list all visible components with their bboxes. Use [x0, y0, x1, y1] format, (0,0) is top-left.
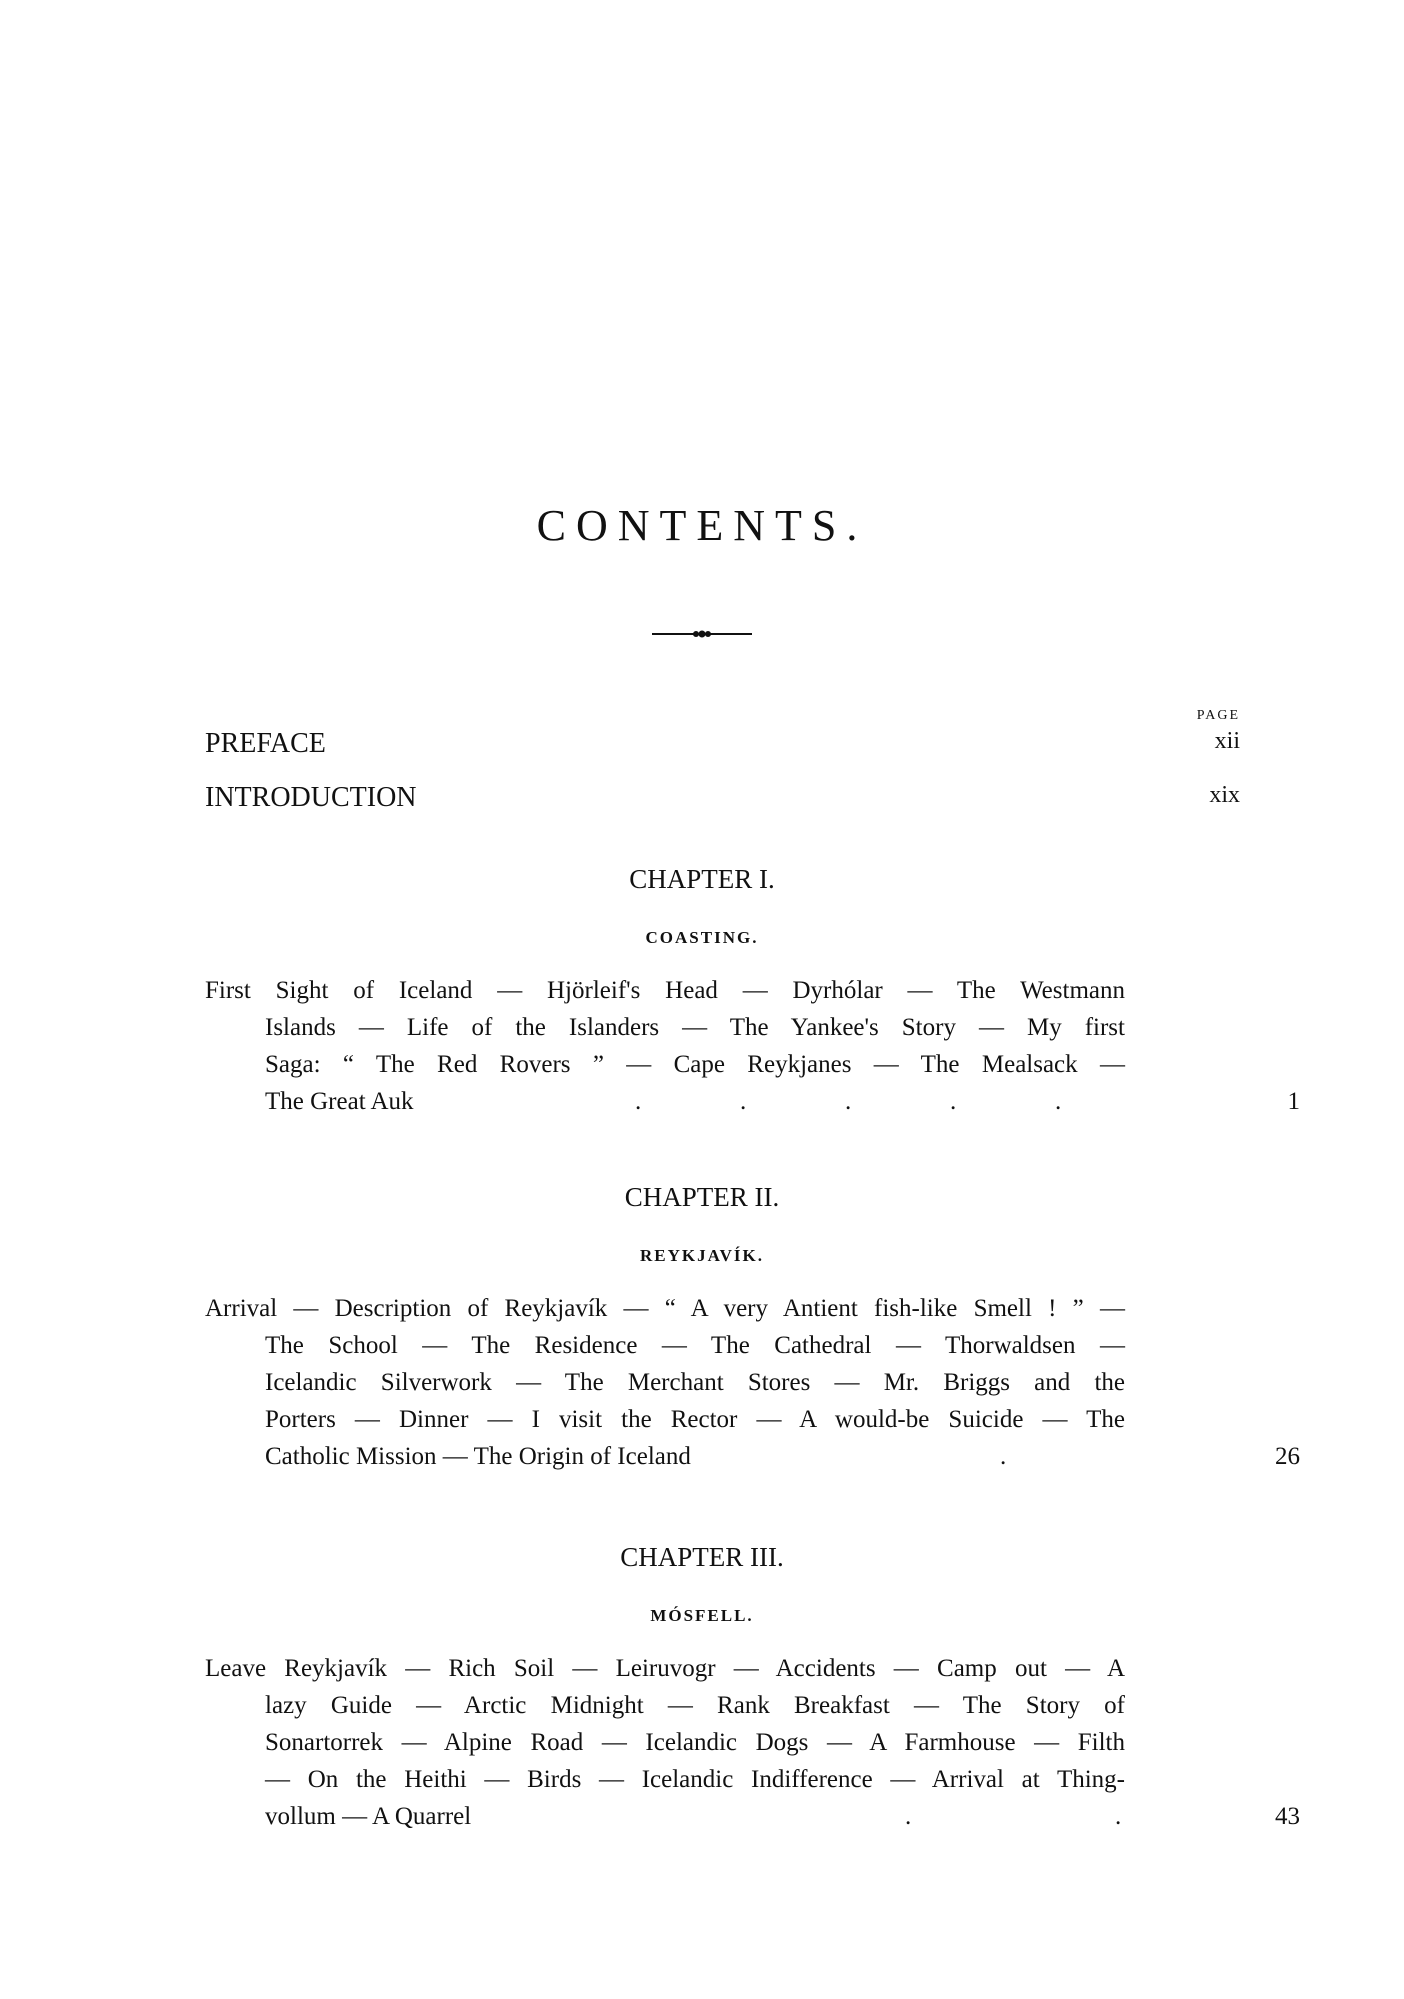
- entry-line: Arrival — Description of Reykjavík — “ A very Antient fish-like Smell ! ” —: [205, 1295, 1125, 1322]
- entry-line: Islands — Life of the Islanders — The Yankee's Story — My first: [265, 1014, 1125, 1041]
- entry-last-line: Catholic Mission — The Origin of Iceland . 26: [205, 1438, 1300, 1475]
- entry-last-line: vollum — A Quarrel . . 43: [205, 1798, 1300, 1835]
- entry-line: — On the Heithi — Birds — Icelandic Indifference — Arrival at Thing-: [265, 1766, 1125, 1793]
- entry-page-number: 26: [1275, 1443, 1300, 1470]
- front-matter-page: xix: [1209, 782, 1240, 808]
- front-matter-introduction: [205, 782, 1240, 814]
- entry-line: The School — The Residence — The Cathedral — Thorwaldsen —: [265, 1332, 1125, 1359]
- entry-line: Leave Reykjavík — Rich Soil — Leiruvogr — Accidents — Camp out — A: [205, 1655, 1125, 1682]
- entry-line: vollum — A Quarrel: [265, 1803, 472, 1830]
- entry-line: Saga: “ The Red Rovers ” — Cape Reykjanes — The Mealsack —: [265, 1051, 1125, 1078]
- entry-page-number: 1: [1287, 1088, 1300, 1115]
- chapter-title: CHAPTER III.: [620, 1542, 784, 1572]
- front-matter-preface: [205, 728, 1240, 760]
- chapter-entry: [205, 972, 1300, 1120]
- entry-line: The Great Auk: [265, 1088, 414, 1115]
- chapter-title: CHAPTER I.: [629, 864, 775, 894]
- entry-line: Porters — Dinner — I visit the Rector — A would-be Suicide — The: [265, 1406, 1125, 1433]
- entry-line: Catholic Mission — The Origin of Iceland: [265, 1443, 691, 1470]
- entry-line: lazy Guide — Arctic Midnight — Rank Breakfast — The Story of: [265, 1692, 1125, 1719]
- chapter-subtitle: MÓSFELL.: [650, 1606, 754, 1625]
- chapter-entry: [205, 1650, 1300, 1835]
- chapter-subtitle: COASTING.: [645, 928, 759, 947]
- page-title: CONTENTS.: [536, 501, 868, 550]
- front-matter-page: xii: [1214, 728, 1240, 754]
- chapter-title: CHAPTER II.: [624, 1182, 780, 1212]
- entry-page-number: 43: [1275, 1803, 1300, 1830]
- chapter-entry: [205, 1290, 1300, 1475]
- entry-line: First Sight of Iceland — Hjörleif's Head — Dyrhólar — The Westmann: [205, 977, 1125, 1004]
- front-matter-label: INTRODUCTION: [205, 782, 417, 813]
- front-matter-label: PREFACE: [205, 728, 326, 759]
- chapter-subtitle: REYKJAVÍK.: [639, 1246, 765, 1265]
- entry-last-line: The Great Auk . . . . . 1: [205, 1083, 1300, 1120]
- entry-line: Sonartorrek — Alpine Road — Icelandic Dogs — A Farmhouse — Filth: [265, 1729, 1125, 1756]
- ornament-divider: [652, 628, 752, 640]
- page-column-header: PAGE: [1196, 708, 1240, 723]
- entry-line: Icelandic Silverwork — The Merchant Stores — Mr. Briggs and the: [265, 1369, 1125, 1396]
